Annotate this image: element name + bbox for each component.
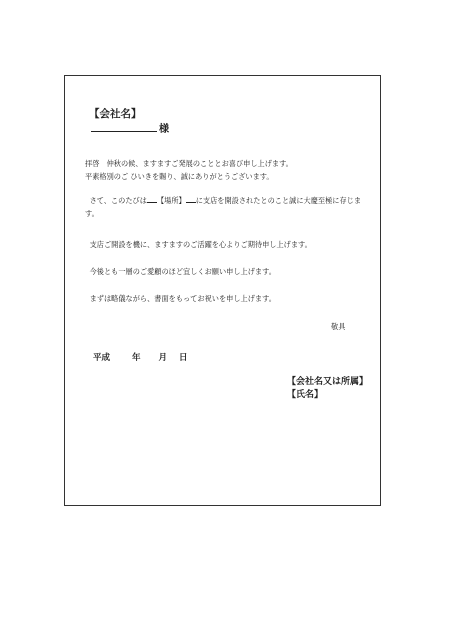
company-placeholder: 【会社名】 bbox=[89, 108, 142, 120]
sender-block bbox=[287, 376, 368, 402]
addressee-blank bbox=[91, 122, 157, 132]
paragraph-greeting bbox=[85, 158, 365, 183]
patronage-text: 今後とも一層のご愛顧のほど宜しくお願い申し上げます。 bbox=[89, 267, 276, 276]
greeting-line-2: 平素格別のご ひいきを賜り、誠にありがとうございます。 bbox=[85, 171, 274, 181]
opening-prefix: さて、このたびは bbox=[89, 196, 147, 205]
place-blank-left bbox=[147, 195, 157, 203]
conclusion-text: まずは略儀ながら、書面をもってお祝いを申し上げます。 bbox=[89, 294, 276, 303]
closing-keigu: 敬具 bbox=[331, 322, 346, 331]
honorific: 様 bbox=[159, 124, 169, 135]
greeting-line-1: 拝啓 仲秋の候、ますますご発展のこととお喜び申し上げます。 bbox=[85, 159, 293, 168]
paragraph-opening bbox=[85, 195, 365, 220]
sender-company: 【会社名又は所属】 bbox=[287, 377, 369, 387]
date-year: 年 bbox=[132, 353, 141, 363]
sender-name: 【氏名】 bbox=[287, 390, 324, 400]
letter-frame bbox=[64, 75, 381, 506]
date-month: 月 bbox=[158, 353, 168, 363]
place-blank-right bbox=[186, 195, 196, 203]
paragraph-conclusion bbox=[85, 293, 365, 306]
date-day: 日 bbox=[179, 353, 188, 363]
date-era: 平成 bbox=[93, 353, 111, 363]
paragraph-expectation bbox=[85, 239, 365, 252]
place-placeholder: 【場所】 bbox=[156, 196, 186, 205]
paragraph-patronage bbox=[85, 266, 365, 279]
expectation-text: 支店ご開設を機に、ますますのご活躍を心よりご期待申し上げます。 bbox=[89, 240, 312, 249]
addressee-line bbox=[91, 120, 169, 135]
date-line bbox=[93, 351, 188, 363]
opening-suffix: に支店を開設されたとのこと誠に大慶至極に存じます。 bbox=[85, 196, 362, 218]
